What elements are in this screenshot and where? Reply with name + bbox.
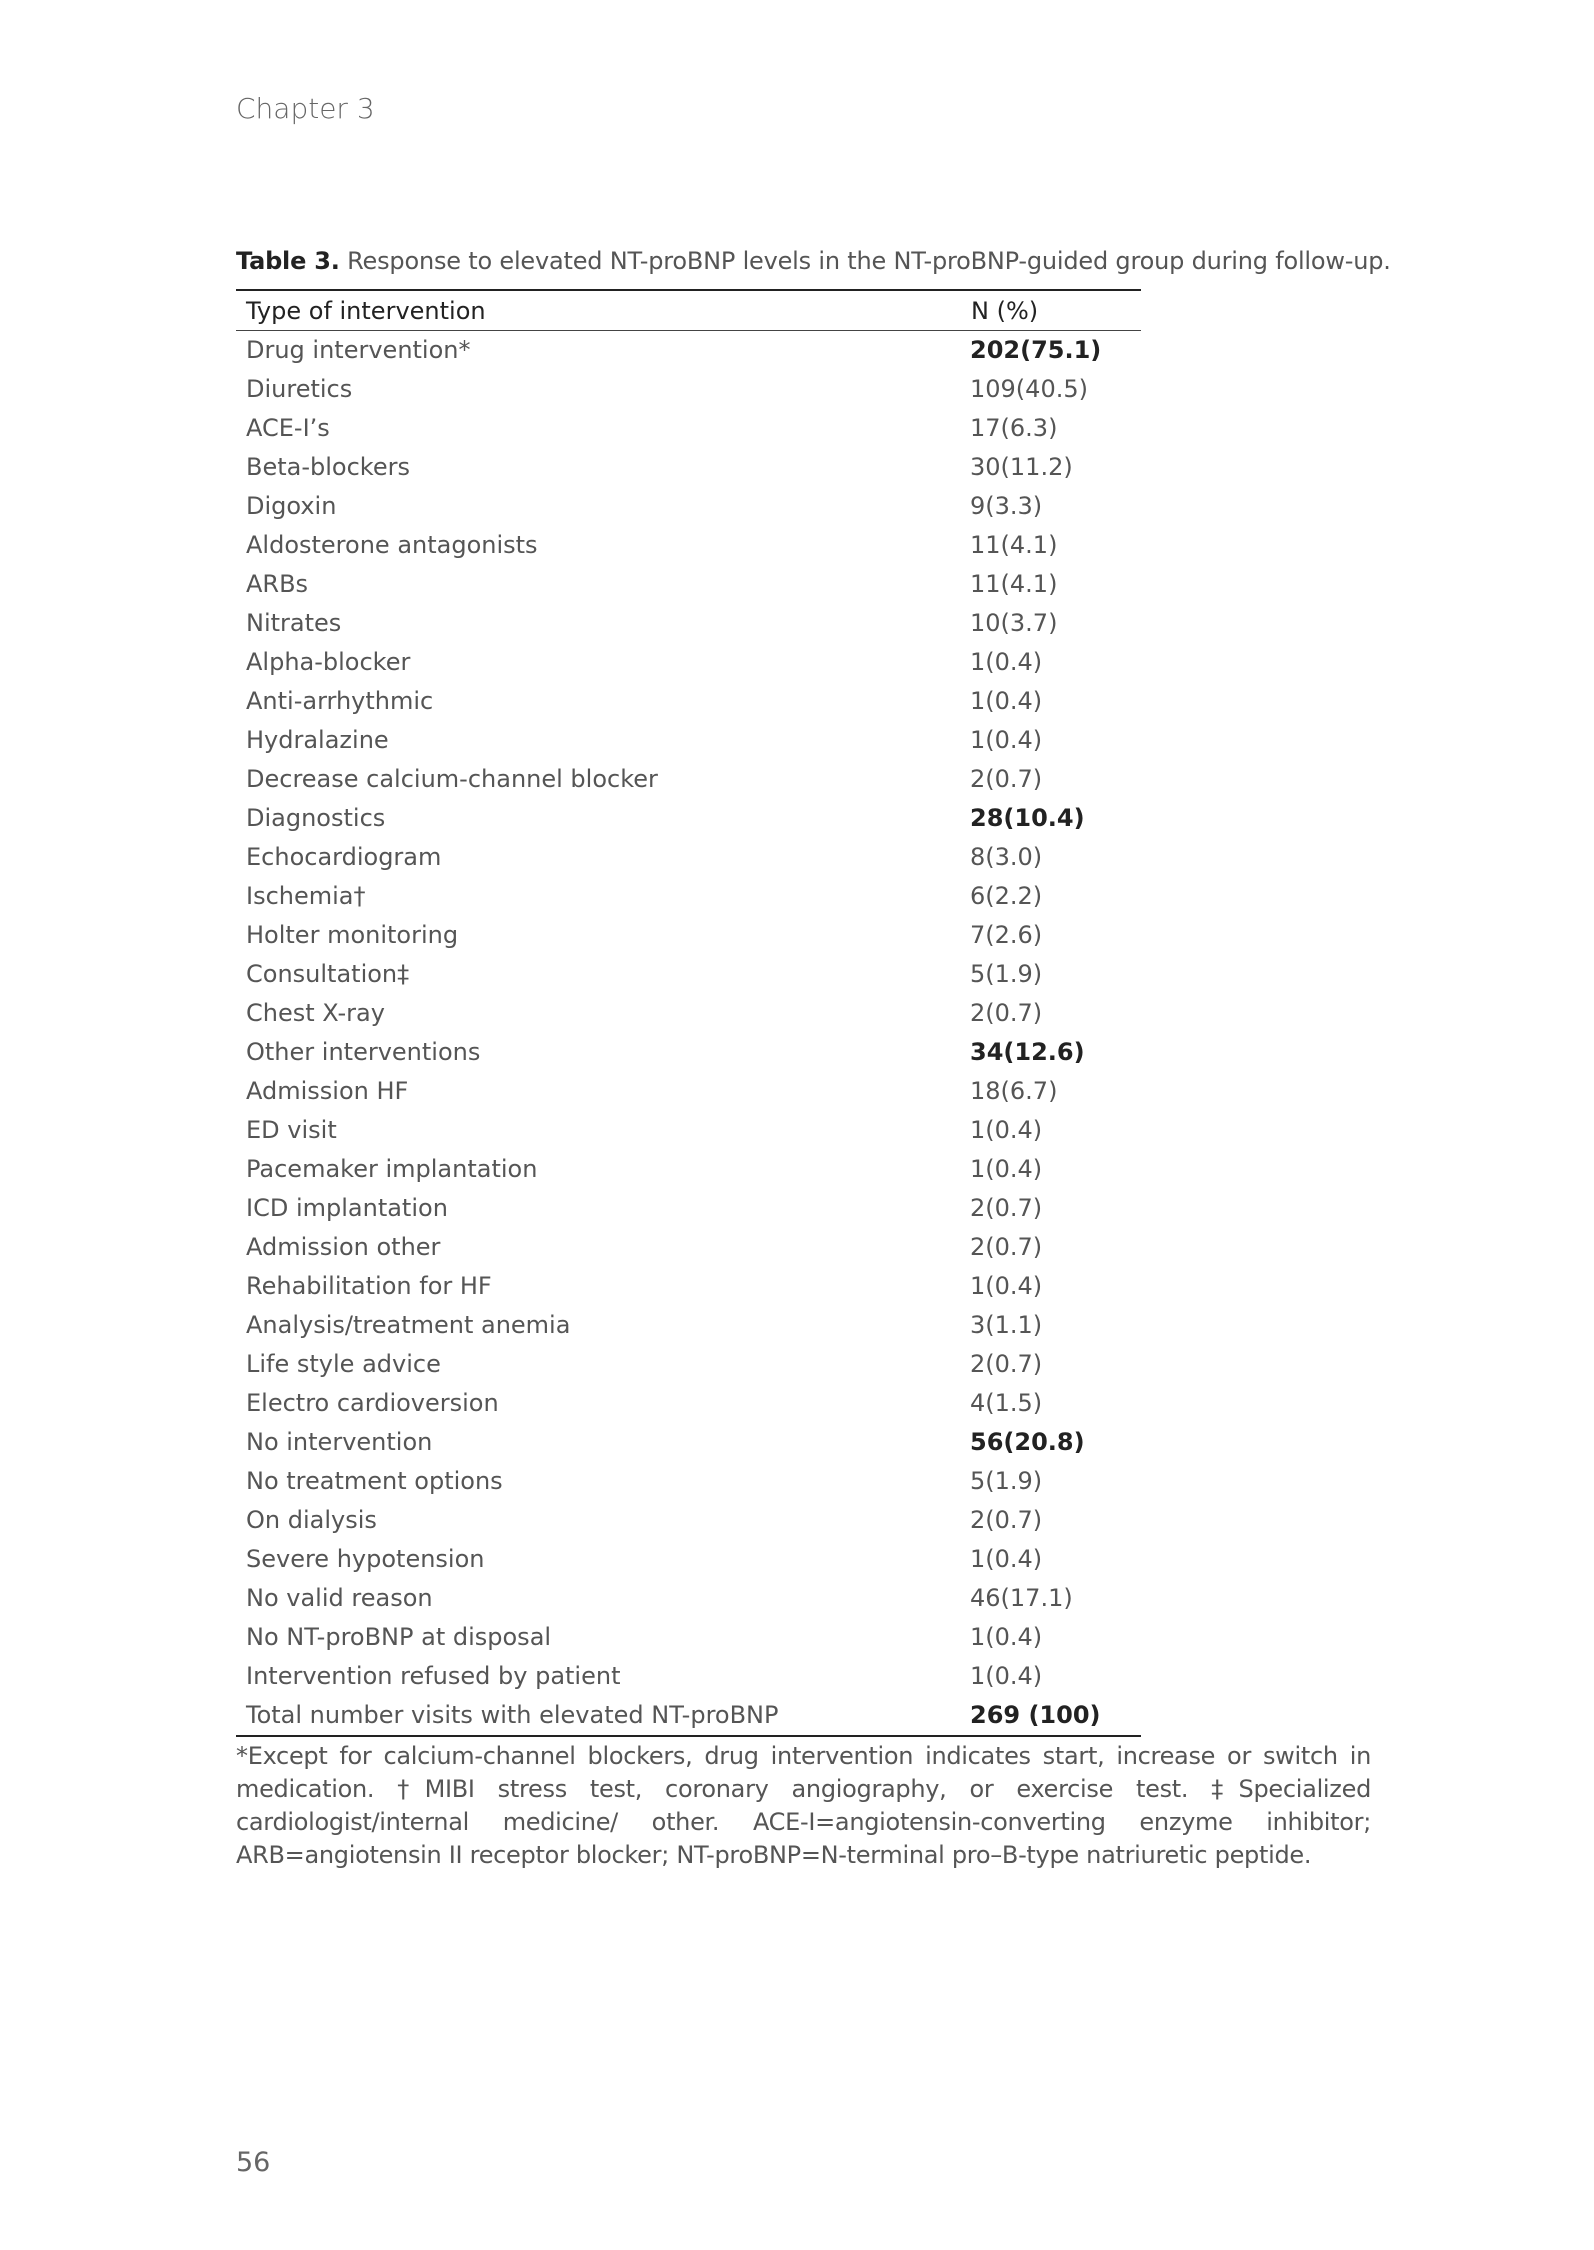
intervention-count: 17(6.3) (970, 414, 1058, 443)
intervention-label: Alpha-blocker (246, 648, 411, 677)
intervention-label: No treatment options (246, 1467, 503, 1496)
table-row (236, 487, 1141, 526)
intervention-label: Diagnostics (246, 804, 386, 833)
table-row (236, 409, 1141, 448)
page-number: 56 (236, 2147, 271, 2178)
intervention-count: 5(1.9) (970, 960, 1043, 989)
table-row (236, 1696, 1141, 1736)
intervention-count: 5(1.9) (970, 1467, 1043, 1496)
intervention-count: 18(6.7) (970, 1077, 1058, 1106)
intervention-count: 2(0.7) (970, 999, 1043, 1028)
table-row (236, 994, 1141, 1033)
intervention-label: Admission HF (246, 1077, 409, 1106)
table-row (236, 1618, 1141, 1657)
intervention-label: Hydralazine (246, 726, 389, 755)
intervention-count: 9(3.3) (970, 492, 1043, 521)
intervention-count: 1(0.4) (970, 1116, 1043, 1145)
table-row (236, 838, 1141, 877)
table-row (236, 1189, 1141, 1228)
table-caption-text: Response to elevated NT-proBNP levels in the NT-proBNP-guided group during follow-up. (339, 247, 1391, 275)
table-row (236, 370, 1141, 409)
intervention-count: 11(4.1) (970, 531, 1058, 560)
intervention-count: 10(3.7) (970, 609, 1058, 638)
intervention-label: Ischemia† (246, 882, 366, 911)
intervention-count: 1(0.4) (970, 1623, 1043, 1652)
intervention-label: Nitrates (246, 609, 342, 638)
table-caption (236, 247, 1391, 275)
table-row (236, 1345, 1141, 1384)
intervention-count: 3(1.1) (970, 1311, 1043, 1340)
table-row (236, 1306, 1141, 1345)
table-row (236, 1540, 1141, 1579)
intervention-label: Admission other (246, 1233, 441, 1262)
intervention-count: 4(1.5) (970, 1389, 1043, 1418)
column-header-intervention: Type of intervention (246, 296, 486, 325)
intervention-count: 7(2.6) (970, 921, 1043, 950)
intervention-label: Consultation‡ (246, 960, 410, 989)
intervention-count: 2(0.7) (970, 765, 1043, 794)
intervention-count: 46(17.1) (970, 1584, 1073, 1613)
intervention-label: Life style advice (246, 1350, 441, 1379)
intervention-label: Total number visits with elevated NT-proBNP (246, 1701, 779, 1730)
running-head: Chapter 3 (236, 92, 375, 125)
intervention-count: 2(0.7) (970, 1233, 1043, 1262)
table-row (236, 448, 1141, 487)
intervention-count: 2(0.7) (970, 1350, 1043, 1379)
intervention-count: 1(0.4) (970, 687, 1043, 716)
table-row (236, 799, 1141, 838)
table-row (236, 1423, 1141, 1462)
intervention-label: Chest X-ray (246, 999, 385, 1028)
intervention-label: Electro cardioversion (246, 1389, 499, 1418)
table-row (236, 1657, 1141, 1696)
table-header-row (236, 290, 1141, 331)
intervention-label: ACE-I’s (246, 414, 330, 443)
intervention-count: 1(0.4) (970, 1272, 1043, 1301)
table-row (236, 955, 1141, 994)
table-row (236, 1033, 1141, 1072)
column-header-n-percent: N (%) (971, 296, 1039, 325)
intervention-count: 269 (100) (970, 1701, 1101, 1730)
intervention-count: 1(0.4) (970, 1155, 1043, 1184)
table-row (236, 331, 1141, 370)
intervention-label: Beta-blockers (246, 453, 410, 482)
intervention-count: 1(0.4) (970, 726, 1043, 755)
intervention-label: Echocardiogram (246, 843, 442, 872)
intervention-label: On dialysis (246, 1506, 377, 1535)
intervention-label: Drug intervention* (246, 336, 471, 365)
table-row (236, 916, 1141, 955)
intervention-count: 1(0.4) (970, 1545, 1043, 1574)
intervention-label: No NT-proBNP at disposal (246, 1623, 552, 1652)
intervention-count: 30(11.2) (970, 453, 1073, 482)
table-footnote: *Except for calcium-channel blockers, drug intervention indicates start, increase or switch in medication. †MIBI stress test, coronary angiography, or exercise test. ‡Specialized cardiologist/internal medicine/ other. ACE-I=angiotensin-converting enzyme inhibitor; ARB=angiotensin II receptor blocker; NT-proBNP=N-terminal pro–B-type natriuretic peptide. (236, 1742, 1371, 1869)
intervention-count: 56(20.8) (970, 1428, 1085, 1457)
table-row (236, 1111, 1141, 1150)
table-row (236, 721, 1141, 760)
intervention-count: 2(0.7) (970, 1506, 1043, 1535)
intervention-label: Digoxin (246, 492, 337, 521)
intervention-table (236, 289, 1141, 1737)
table-caption-label: Table 3. (236, 247, 340, 275)
table-row (236, 760, 1141, 799)
table-row (236, 1150, 1141, 1189)
intervention-count: 28(10.4) (970, 804, 1085, 833)
intervention-count: 11(4.1) (970, 570, 1058, 599)
table-body (236, 331, 1141, 1736)
intervention-label: Rehabilitation for HF (246, 1272, 492, 1301)
intervention-label: Aldosterone antagonists (246, 531, 538, 560)
intervention-count: 109(40.5) (970, 375, 1088, 404)
intervention-count: 6(2.2) (970, 882, 1043, 911)
table-row (236, 1501, 1141, 1540)
intervention-label: ED visit (246, 1116, 337, 1145)
table-row (236, 1228, 1141, 1267)
intervention-count: 8(3.0) (970, 843, 1043, 872)
intervention-count: 34(12.6) (970, 1038, 1085, 1067)
intervention-count: 1(0.4) (970, 1662, 1043, 1691)
intervention-label: ICD implantation (246, 1194, 448, 1223)
intervention-label: Intervention refused by patient (246, 1662, 621, 1691)
intervention-count: 202(75.1) (970, 336, 1102, 365)
intervention-count: 2(0.7) (970, 1194, 1043, 1223)
table-row (236, 526, 1141, 565)
table-row (236, 1072, 1141, 1111)
intervention-label: No valid reason (246, 1584, 433, 1613)
intervention-label: Diuretics (246, 375, 353, 404)
intervention-label: Pacemaker implantation (246, 1155, 538, 1184)
table-row (236, 643, 1141, 682)
table-row (236, 682, 1141, 721)
intervention-count: 1(0.4) (970, 648, 1043, 677)
intervention-label: No intervention (246, 1428, 433, 1457)
table-row (236, 604, 1141, 643)
intervention-label: Holter monitoring (246, 921, 459, 950)
table-row (236, 1384, 1141, 1423)
intervention-label: Analysis/treatment anemia (246, 1311, 571, 1340)
intervention-label: ARBs (246, 570, 309, 599)
table-row (236, 565, 1141, 604)
intervention-label: Other interventions (246, 1038, 481, 1067)
intervention-label: Decrease calcium-channel blocker (246, 765, 658, 794)
table-row (236, 1579, 1141, 1618)
table-row (236, 1462, 1141, 1501)
intervention-label: Anti-arrhythmic (246, 687, 434, 716)
table-row (236, 877, 1141, 916)
table-row (236, 1267, 1141, 1306)
intervention-label: Severe hypotension (246, 1545, 485, 1574)
